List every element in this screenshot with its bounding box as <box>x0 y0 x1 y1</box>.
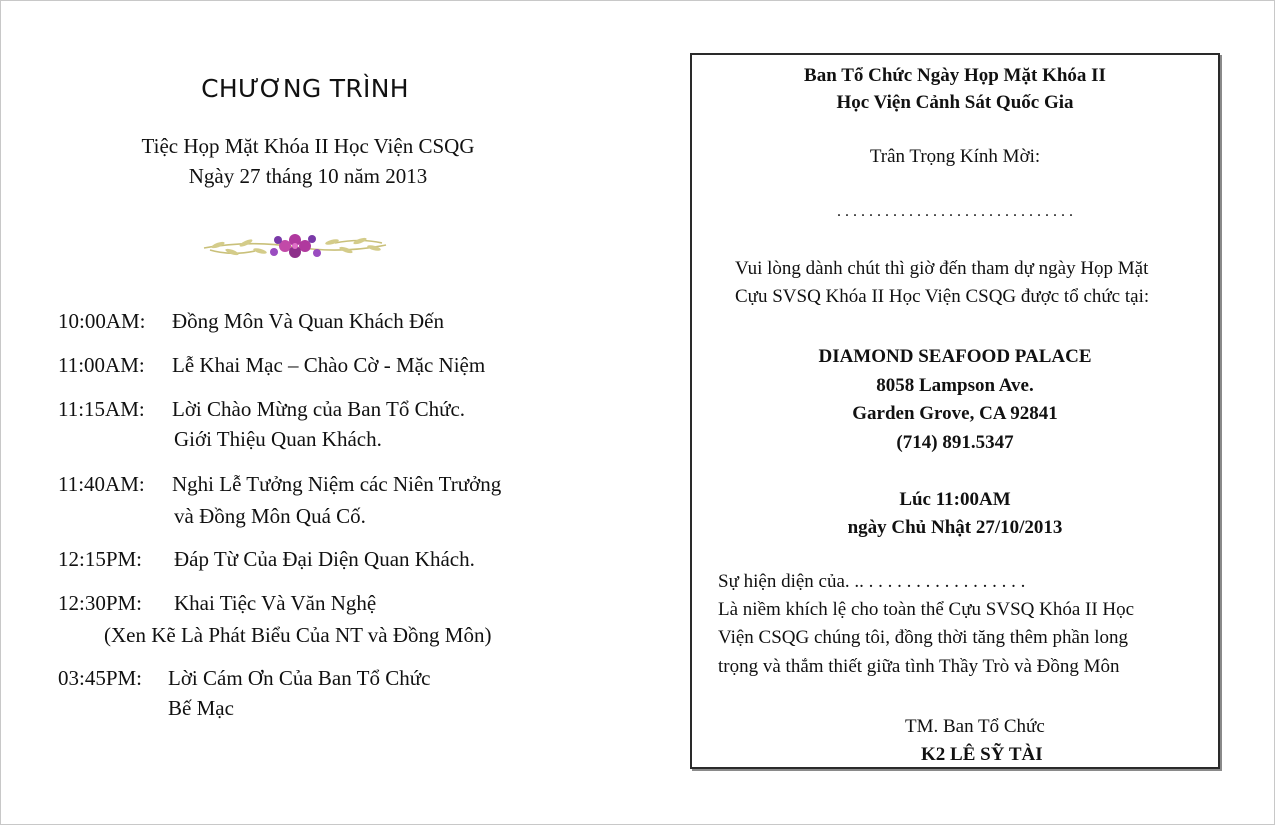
venue-phone: (714) 891.5347 <box>896 432 1014 453</box>
invite-text: Cựu SVSQ Khóa II Học Viện CSQG được tổ chức tại: <box>735 286 1150 307</box>
schedule-item: Lời Chào Mừng của Ban Tổ Chức. <box>172 397 466 421</box>
event-time: Lúc 11:00AM <box>899 489 1011 510</box>
schedule-time: 11:00AM: <box>58 353 145 377</box>
schedule-item: Bế Mạc <box>168 696 234 720</box>
venue-name: DIAMOND SEAFOOD PALACE <box>818 346 1092 367</box>
greeting: Trân Trọng Kính Mời: <box>869 146 1041 167</box>
invite-text: Vui lòng dành chút thì giờ đến tham dự ngày Họp Mặt <box>735 258 1149 279</box>
venue-address: 8058 Lampson Ave. <box>876 375 1034 396</box>
body-text: Viện CSQG chúng tôi, đồng thời tăng thêm phần long <box>718 627 1128 648</box>
invitation-card <box>690 53 1220 769</box>
schedule-item: Đồng Môn Và Quan Khách Đến <box>172 309 444 333</box>
schedule-item: Nghi Lễ Tưởng Niệm các Niên Trưởng <box>172 472 502 496</box>
schedule-item: và Đồng Môn Quá Cố. <box>174 504 366 528</box>
organizer-header: Ban Tổ Chức Ngày Họp Mặt Khóa II <box>804 65 1106 86</box>
floral-ornament-icon <box>200 226 390 268</box>
signoff-name: K2 LÊ SỸ TÀI <box>921 744 1043 765</box>
schedule-time: 11:40AM: <box>58 472 145 496</box>
schedule-item: Lời Cám Ơn Của Ban Tổ Chức <box>168 666 431 690</box>
body-text: Là niềm khích lệ cho toàn thể Cựu SVSQ Khóa II Học <box>718 599 1135 620</box>
schedule-item: Lễ Khai Mạc – Chào Cờ - Mặc Niệm <box>172 353 486 377</box>
venue-city: Garden Grove, CA 92841 <box>852 403 1058 424</box>
presence-line: Sự hiện diện của. .. . . . . . . . . . . . . . . . . . <box>718 571 1026 592</box>
body-text: trọng và thắm thiết giữa tình Thầy Trò và Đồng Môn <box>718 656 1120 677</box>
program-title: CHƯƠNG TRÌNH <box>201 74 409 103</box>
schedule-time: 12:30PM: <box>58 591 143 615</box>
schedule-item: (Xen Kẽ Là Phát Biểu Của NT và Đồng Môn) <box>104 623 492 647</box>
signoff-org: TM. Ban Tổ Chức <box>905 716 1045 737</box>
schedule-time: 11:15AM: <box>58 397 145 421</box>
event-date: Ngày 27 tháng 10 năm 2013 <box>188 164 428 188</box>
schedule-item: Khai Tiệc Và Văn Nghệ <box>174 591 377 615</box>
event-name: Tiệc Họp Mặt Khóa II Học Viện CSQG <box>141 134 475 158</box>
academy-name: Học Viện Cảnh Sát Quốc Gia <box>836 92 1074 113</box>
schedule-time: 12:15PM: <box>58 547 143 571</box>
schedule-item: Đáp Từ Của Đại Diện Quan Khách. <box>174 547 475 571</box>
guest-name-blank: . . . . . . . . . . . . . . . . . . . . . . . . . . . . . . <box>837 203 1073 220</box>
schedule-time: 10:00AM: <box>58 309 146 333</box>
schedule-item: Giới Thiệu Quan Khách. <box>174 427 382 451</box>
event-date-line: ngày Chủ Nhật 27/10/2013 <box>847 517 1063 538</box>
schedule-time: 03:45PM: <box>58 666 143 690</box>
